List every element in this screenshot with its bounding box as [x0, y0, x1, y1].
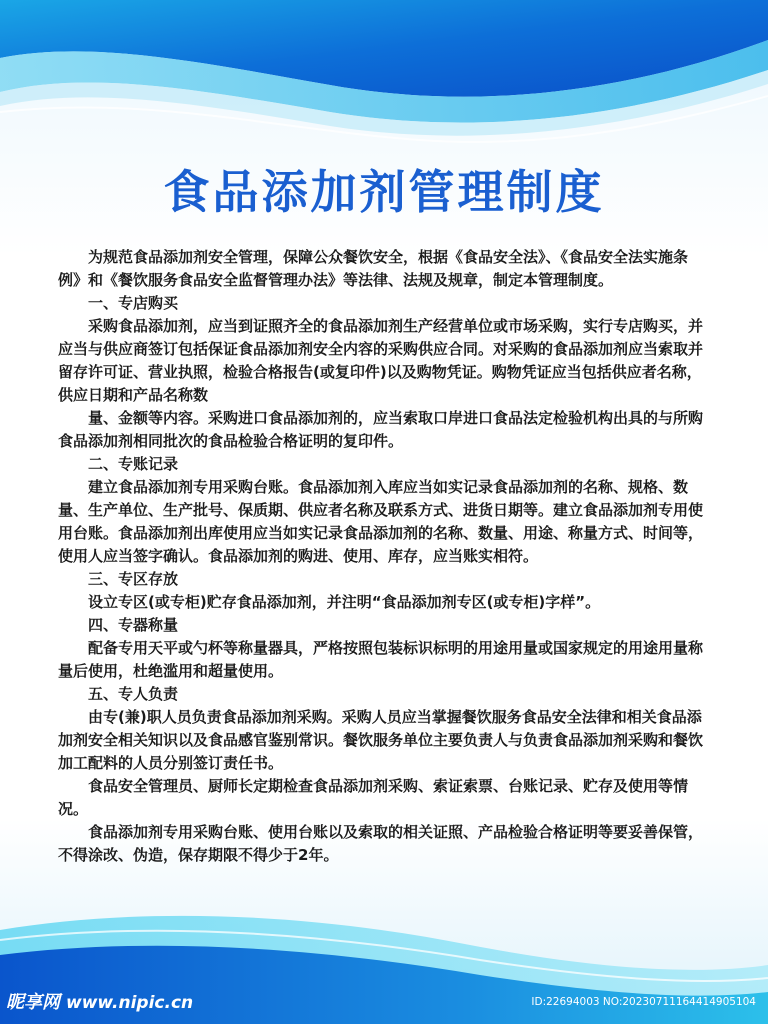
watermark-url: www.nipic.cn	[66, 993, 194, 1013]
page-title: 食品添加剂管理制度	[163, 165, 605, 219]
section-heading: 二、专账记录	[88, 455, 179, 473]
image-id-text: ID:22694003 NO:20230711164414905104	[531, 996, 756, 1008]
section-paragraph: 量、金额等内容。采购进口食品添加剂的，应当索取口岸进口食品法定检验机构出具的与所购食品添加剂相同批次的食品检验合格证明的复印件。	[58, 409, 704, 450]
section-paragraph: 采购食品添加剂，应当到证照齐全的食品添加剂生产经营单位或市场采购，实行专店购买，并应当与供应商签订包括保证食品添加剂安全内容的采购供应合同。对采购的食品添加剂应当索取并留存许可证、营业执照，检验合格报告(或复印件)以及购物凭证。购物凭证应当包括供应者名称，供应日期和产品名称数	[58, 317, 704, 404]
section-paragraph: 食品添加剂专用采购台账、使用台账以及索取的相关证照、产品检验合格证明等要妥善保管，不得涂改、伪造，保存期限不得少于2年。	[58, 823, 704, 864]
section-paragraph: 由专(兼)职人员负责食品添加剂采购。采购人员应当掌握餐饮服务食品安全法律和相关食品添加剂安全相关知识以及食品感官鉴别常识。餐饮服务单位主要负责人与负责食品添加剂采购和餐饮加工配料的人员分别签订责任书。	[58, 708, 704, 772]
watermark-logo	[6, 988, 193, 1018]
intro-paragraph: 为规范食品添加剂安全管理，保障公众餐饮安全，根据《食品安全法》、《食品安全法实施条例》和《餐饮服务食品安全监督管理办法》等法律、法规及规章，制定本管理制度。	[58, 248, 689, 289]
section-paragraph: 建立食品添加剂专用采购台账。食品添加剂入库应当如实记录食品添加剂的名称、规格、数量、生产单位、生产批号、保质期、供应者名称及联系方式、进货日期等。建立食品添加剂专用使用台账。食品添加剂出库使用应当如实记录食品添加剂的名称、数量、用途、称量方式、时间等，使用人应当签字确认。食品添加剂的购进、使用、库存，应当账实相符。	[58, 478, 704, 565]
section-paragraph: 食品安全管理员、厨师长定期检查食品添加剂采购、索证索票、台账记录、贮存及使用等情况。	[58, 777, 689, 818]
section-heading: 五、专人负责	[88, 685, 179, 703]
section-heading: 三、专区存放	[88, 570, 179, 588]
section-paragraph: 设立专区(或专柜)贮存食品添加剂，并注明“食品添加剂专区(或专柜)字样”。	[88, 593, 601, 611]
watermark-logo-text: 昵享网	[6, 992, 60, 1013]
section-paragraph: 配备专用天平或勺杯等称量器具，严格按照包装标识标明的用途用量或国家规定的用途用量称量后使用，杜绝滥用和超量使用。	[58, 639, 704, 680]
section-heading: 四、专器称量	[88, 616, 179, 634]
section-heading: 一、专店购买	[88, 294, 179, 312]
document-body	[58, 246, 708, 867]
